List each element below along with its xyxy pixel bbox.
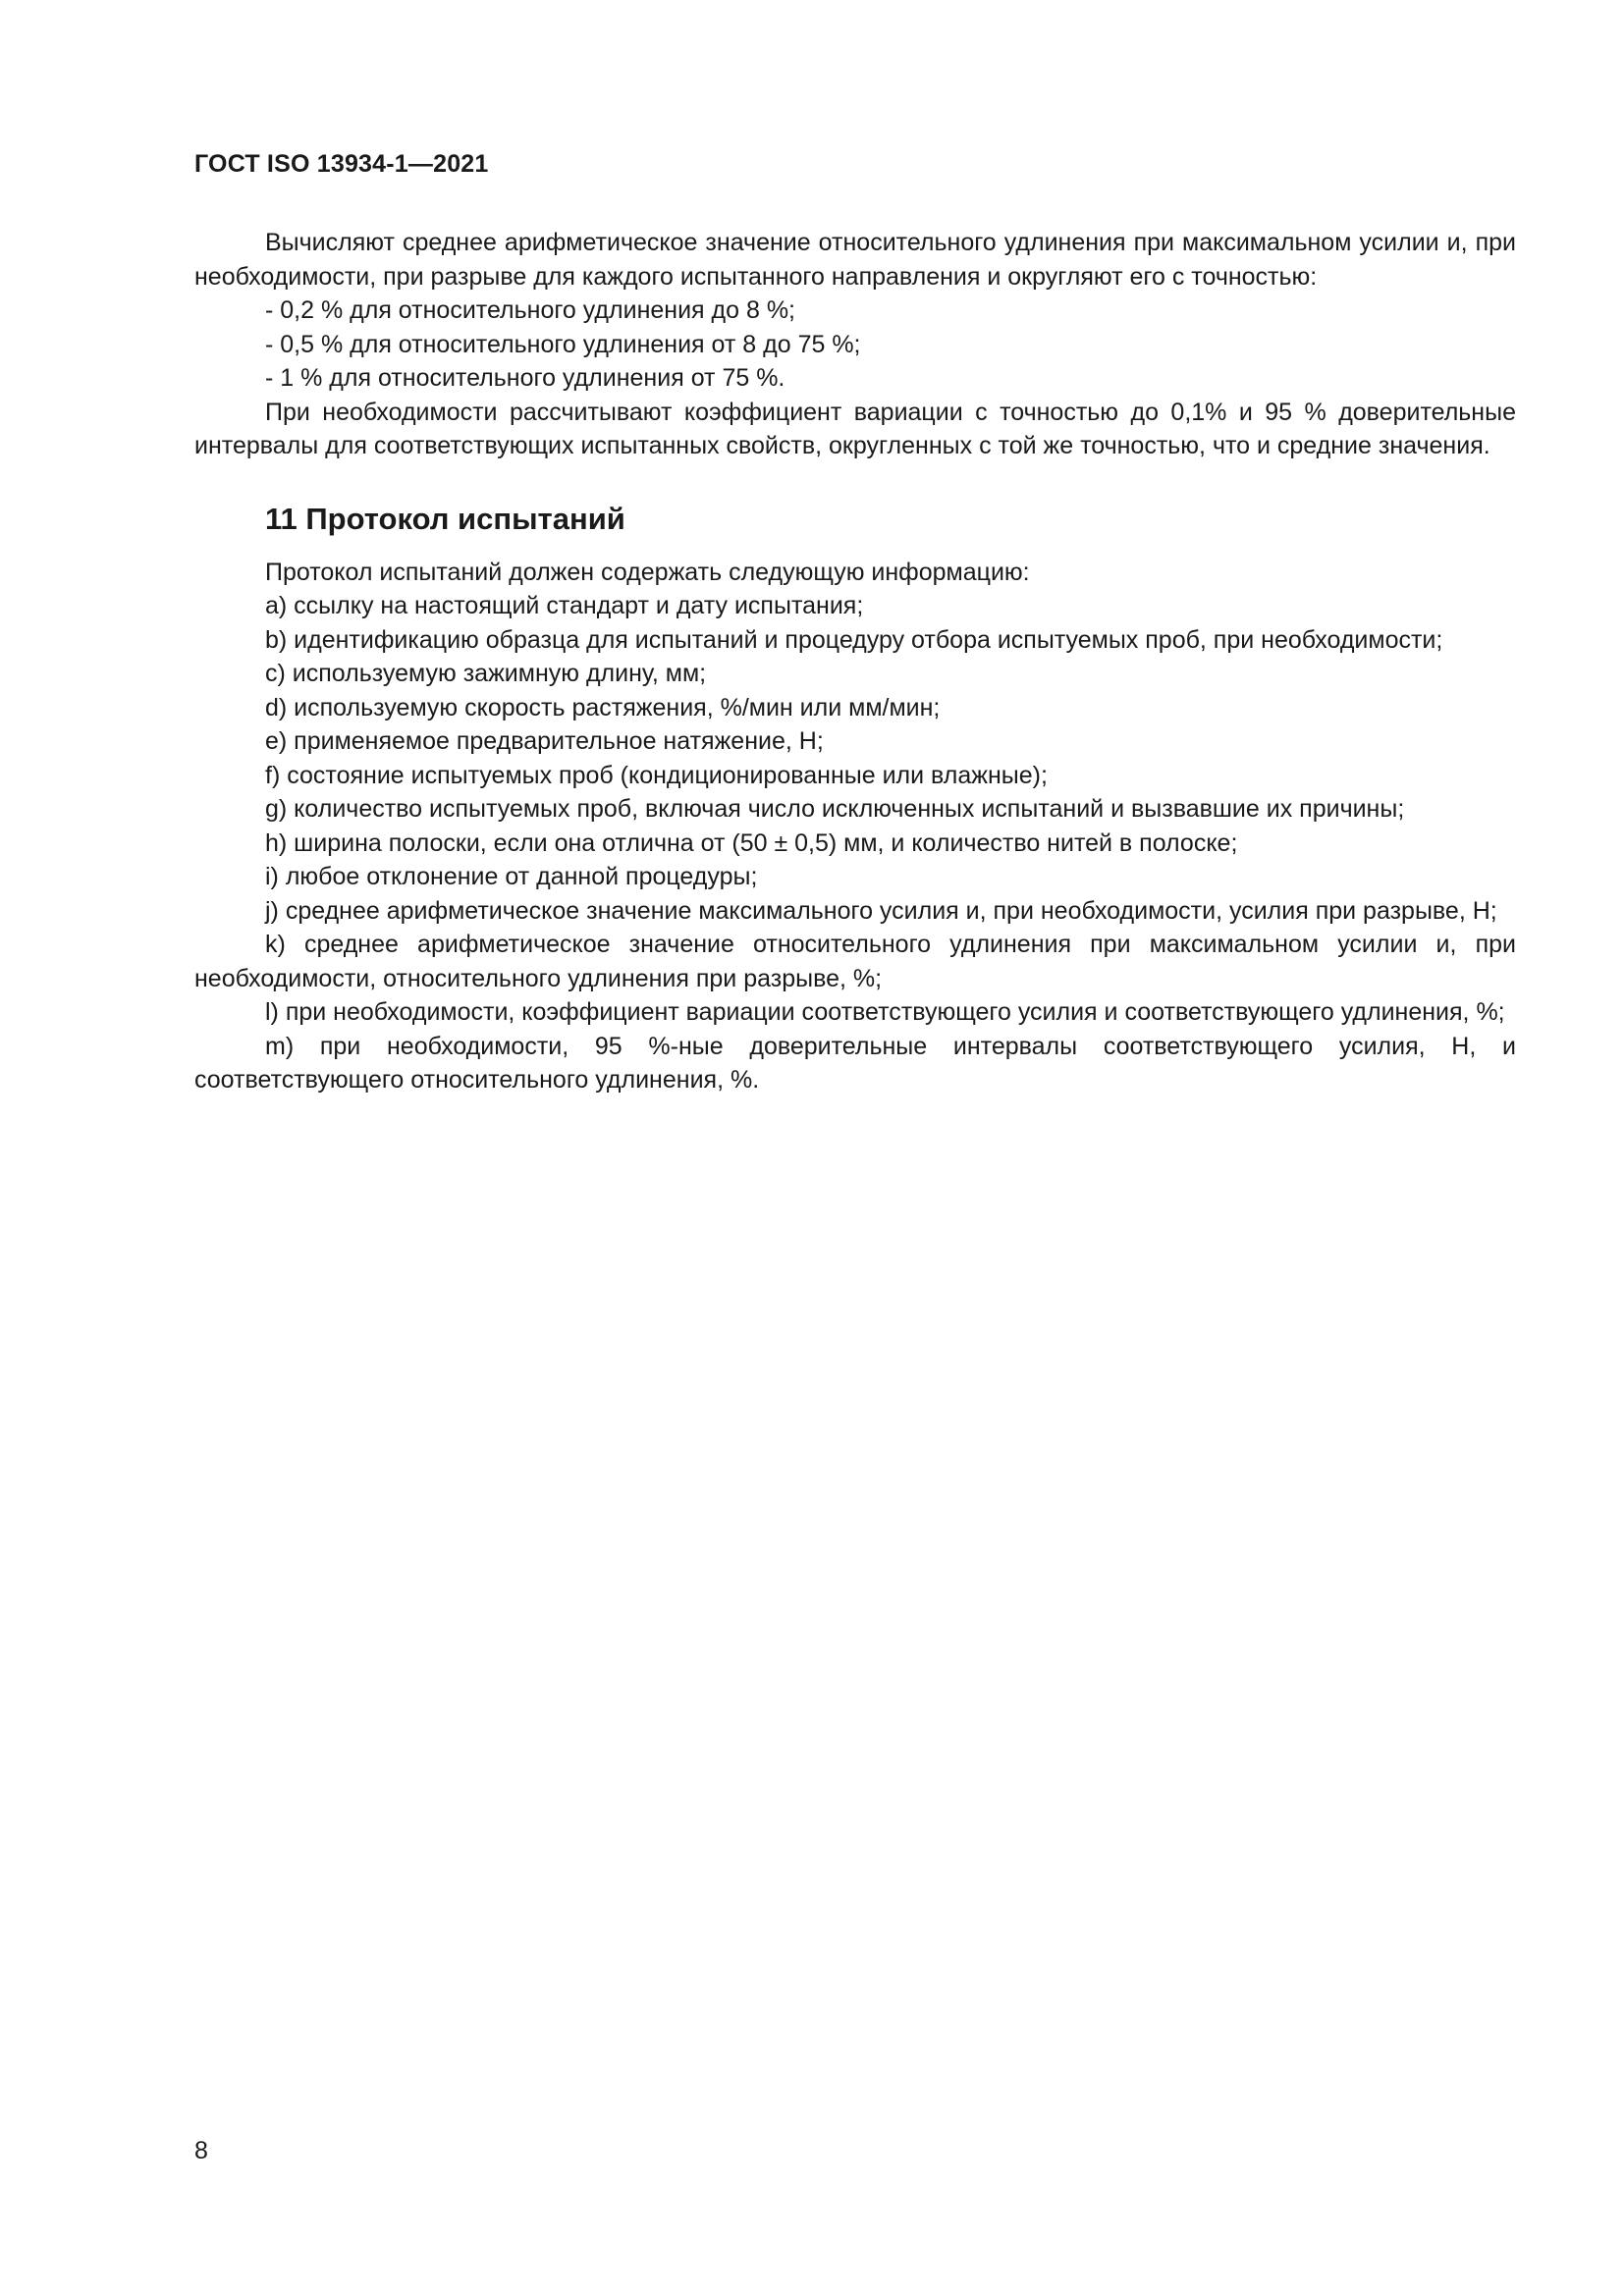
protocol-item-m: m) при необходимости, 95 %-ные доверительные интервалы соответствующего усилия, Н, и соответствующего относительного удлинения, %. (194, 1032, 1516, 1094)
protocol-item-l: l) при необходимости, коэффициент вариации соответствующего усилия и соответствующего удлинения, %; (265, 998, 1505, 1026)
protocol-item-j: j) среднее арифметическое значение максимального усилия и, при необходимости, усилия при разрыве, Н; (265, 896, 1497, 925)
variation-paragraph: При необходимости рассчитывают коэффициент вариации с точностью до 0,1% и 95 % доверительные интервалы для соответствующих испытанных свойств, округленных с той же точностью, что и средние значения. (194, 398, 1516, 459)
precision-item: - 0,2 % для относительного удлинения до 8 %; (265, 296, 796, 324)
section-lead: Протокол испытаний должен содержать следующую информацию: (265, 558, 1030, 586)
protocol-item-b: b) идентификацию образца для испытаний и процедуру отбора испытуемых проб, при необходимости; (265, 625, 1443, 654)
protocol-item-h: h) ширина полоски, если она отлична от (50 ± 0,5) мм, и количество нитей в полоске; (265, 828, 1238, 857)
protocol-item-a: a) ссылку на настоящий стандарт и дату испытания; (265, 592, 864, 619)
document-code-header: ГОСТ ISO 13934-1—2021 (194, 150, 489, 178)
section-heading: 11 Протокол испытаний (265, 501, 625, 536)
page-number: 8 (194, 2137, 208, 2164)
page-content (194, 226, 1516, 1097)
precision-item: - 0,5 % для относительного удлинения от 8 до 75 %; (265, 330, 861, 358)
protocol-item-f: f) состояние испытуемых проб (кондиционированные или влажные); (265, 761, 1048, 789)
precision-item: - 1 % для относительного удлинения от 75 %. (265, 364, 785, 392)
protocol-item-d: d) используемую скорость растяжения, %/мин или мм/мин; (265, 693, 941, 721)
protocol-item-i: i) любое отклонение от данной процедуры; (265, 863, 758, 890)
protocol-item-k: k) среднее арифметическое значение относительного удлинения при максимальном усилии и, при необходимости, относительного удлинения при разрыве, %; (194, 931, 1516, 992)
protocol-item-c: c) используемую зажимную длину, мм; (265, 660, 707, 687)
protocol-item-e: e) применяемое предварительное натяжение, Н; (265, 727, 824, 755)
intro-paragraph: Вычисляют среднее арифметическое значение относительного удлинения при максимальном усилии и, при необходимости, при разрыве для каждого испытанного направления и округляют его с точностью: (194, 229, 1516, 291)
protocol-item-g: g) количество испытуемых проб, включая число исключенных испытаний и вызвавшие их причины; (265, 795, 1405, 823)
